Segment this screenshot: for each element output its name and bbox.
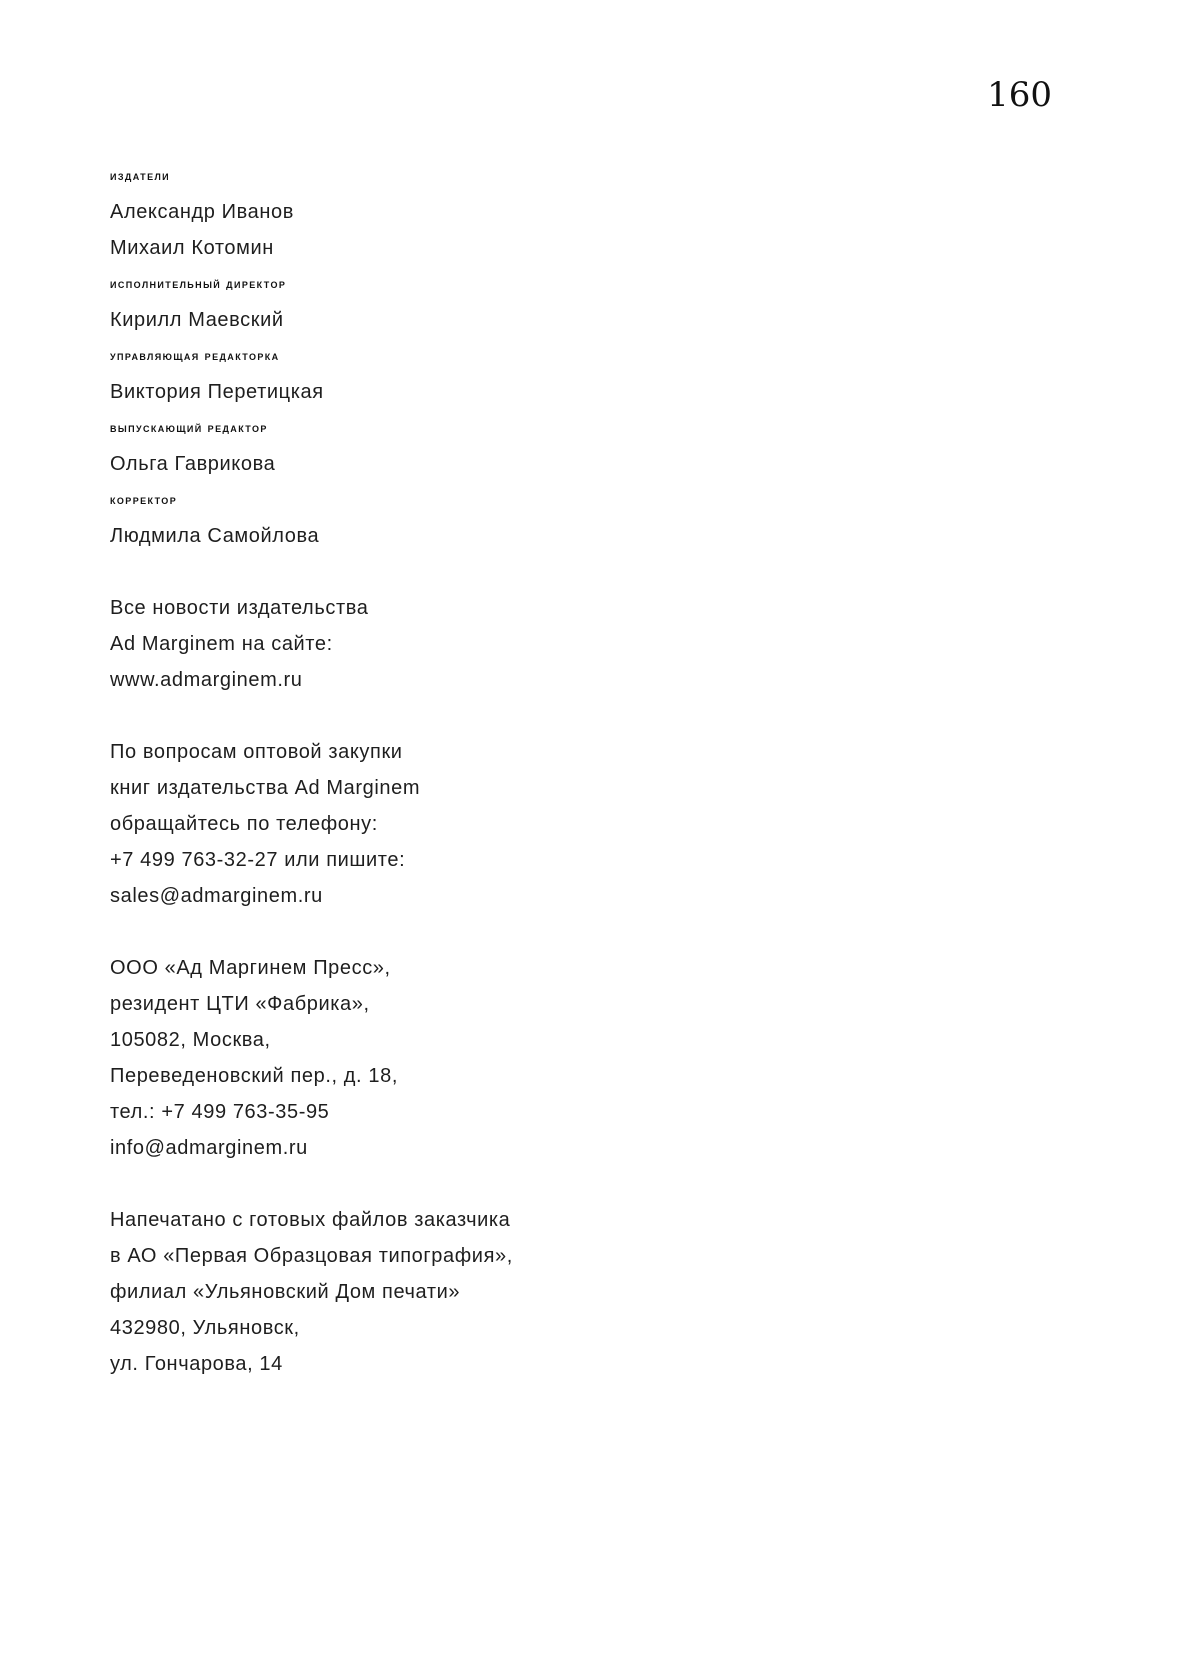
publisher-phone: тел.: +7 499 763-35-95 (110, 1101, 330, 1123)
publisher-line: ООО «Ад Маргинем Пресс», (110, 957, 391, 979)
wholesale-phone: +7 499 763-32-27 или пишите: (110, 849, 406, 871)
credit-name: Михаил Котомин (110, 237, 274, 259)
publisher-line: резидент ЦТИ «Фабрика», (110, 993, 370, 1015)
credit-name: Ольга Гаврикова (110, 453, 276, 475)
wholesale-line: обращайтесь по телефону: (110, 813, 378, 835)
credit-name: Кирилл Маевский (110, 309, 284, 331)
printer-line: ул. Гончарова, 14 (110, 1353, 283, 1375)
page-number: 160 (987, 75, 1052, 115)
wholesale-line: книг издательства Ad Marginem (110, 777, 421, 799)
info-email: info@admarginem.ru (110, 1137, 308, 1159)
section-gap (110, 698, 810, 734)
publisher-section (110, 950, 810, 1166)
credit-name: Виктория Перетицкая (110, 381, 324, 403)
section-gap (110, 1166, 810, 1202)
section-gap (110, 554, 810, 590)
credit-role: издатели (110, 168, 171, 183)
website-link: www.admarginem.ru (110, 669, 303, 691)
printer-line: 432980, Ульяновск, (110, 1317, 300, 1339)
credit-role: выпускающий редактор (110, 420, 268, 435)
news-section (110, 590, 810, 698)
wholesale-line: По вопросам оптовой закупки (110, 741, 403, 763)
credit-role: корректор (110, 492, 178, 507)
publisher-line: 105082, Москва, (110, 1029, 271, 1051)
printer-line: филиал «Ульяновский Дом печати» (110, 1281, 461, 1303)
credits-section (110, 158, 810, 554)
printer-line: Напечатано с готовых файлов заказчика (110, 1209, 511, 1231)
news-line: Ad Marginem на сайте: (110, 633, 333, 655)
credit-name: Людмила Самойлова (110, 525, 320, 547)
credit-name: Александр Иванов (110, 201, 294, 223)
printer-section (110, 1202, 810, 1382)
printer-line: в АО «Первая Образцовая типография», (110, 1245, 513, 1267)
news-line: Все новости издательства (110, 597, 369, 619)
imprint-page (110, 158, 810, 1382)
sales-email: sales@admarginem.ru (110, 885, 323, 907)
publisher-line: Переведеновский пер., д. 18, (110, 1065, 398, 1087)
credit-role: управляющая редакторка (110, 348, 280, 363)
credit-role: исполнительный директор (110, 276, 287, 291)
wholesale-section (110, 734, 810, 914)
section-gap (110, 914, 810, 950)
